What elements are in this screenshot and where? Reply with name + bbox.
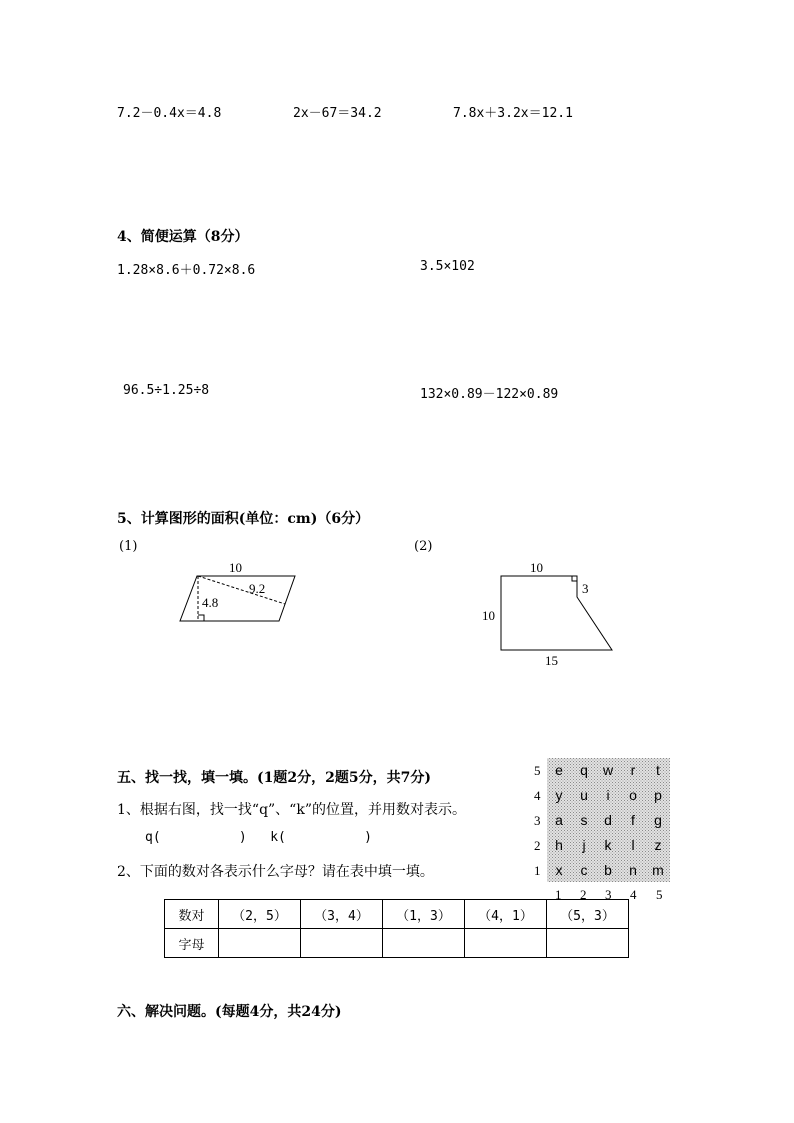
problem-4: 132×0.89－122×0.89 [420,387,559,402]
fig1-height-length: 4.8 [202,595,219,610]
pair-header-label: 数对 [165,900,219,929]
grid-row-label: 3 [534,813,541,828]
fig2-top-length: 10 [530,560,543,575]
right-angle-mark [198,615,204,621]
fig2-label: (2) [414,539,433,554]
fig1-label: (1) [119,539,138,554]
sectionfive-q2: 2、下面的数对各表示什么字母？请在表中填一填。 [117,864,434,880]
grid-letter: l [631,837,635,853]
sectionfive-q1-fill: q( ) k( ) [145,830,372,845]
fig1-top-length: 10 [229,560,242,575]
equation-3: 7.8x＋3.2x＝12.1 [453,106,573,121]
answer-cell[interactable] [383,929,465,958]
grid-letter: t [656,762,660,778]
grid-letter: r [630,762,636,778]
grid-letter: d [604,812,612,828]
fig2-left-length: 10 [482,608,495,623]
fig2-right-length: 3 [582,581,589,596]
sectionfive-title: 五、找一找，填一填。(1题2分，2题5分，共7分) [117,770,431,786]
grid-letter: s [580,812,588,828]
section5-title: 5、计算图形的面积(单位：cm)（6分） [117,511,370,527]
grid-col-label: 4 [630,887,637,902]
right-angle-mark-2 [572,576,577,581]
fig1-diagonal-length: 9.2 [249,581,266,596]
grid-letter: g [654,812,662,828]
parallelogram-figure [170,556,310,628]
grid-letter: c [580,862,588,878]
fig2-bottom-length: 15 [545,653,558,668]
answer-cell[interactable] [301,929,383,958]
trapezoid-shape [501,576,612,650]
grid-letter: w [602,762,614,778]
problem-2: 3.5×102 [420,259,475,274]
grid-letter: q [580,762,588,778]
trapezoid-figure [478,558,628,670]
grid-letter: e [555,762,563,778]
grid-row-label: 1 [534,863,541,878]
grid-letter: x [555,862,563,878]
answer-cell[interactable] [465,929,547,958]
pair-table [164,899,629,958]
grid-col-label: 1 [555,887,562,902]
problem-1: 1.28×8.6＋0.72×8.6 [117,263,256,278]
grid-letter: b [604,862,612,878]
section4-title: 4、简便运算（8分） [117,229,249,245]
section6-title: 六、解决问题。(每题4分，共24分) [117,1004,342,1020]
grid-row-label: 5 [534,763,541,778]
equation-2: 2x－67＝34.2 [293,106,382,121]
pair-cell: （4，1） [465,900,547,929]
grid-letter: y [555,787,563,803]
letter-grid [525,755,675,905]
grid-row-label: 4 [534,788,541,803]
grid-letter: i [606,787,610,803]
grid-row-label: 2 [534,838,541,853]
pair-cell: （2，5） [219,900,301,929]
problem-3: 96.5÷1.25÷8 [123,383,210,398]
grid-letter: j [582,837,586,853]
answer-cell[interactable] [547,929,629,958]
grid-letter: a [555,812,563,828]
grid-letter: n [629,862,637,878]
grid-letter: m [652,862,664,878]
pair-cell: （5，3） [547,900,629,929]
grid-letter: u [580,787,588,803]
sectionfive-q1: 1、根据右图，找一找“q”、“k”的位置，并用数对表示。 [117,802,466,818]
grid-col-label: 2 [580,887,587,902]
grid-letter: k [604,837,612,853]
grid-col-label: 5 [656,887,663,902]
answer-label: 字母 [165,929,219,958]
answer-cell[interactable] [219,929,301,958]
pair-cell: （1，3） [383,900,465,929]
grid-letter: o [629,787,637,803]
equation-1: 7.2－0.4x＝4.8 [117,106,222,121]
grid-letter: f [631,812,635,828]
grid-letter: p [654,787,662,803]
grid-letter: z [654,837,662,853]
grid-col-label: 3 [605,887,612,902]
pair-cell: （3，4） [301,900,383,929]
parallelogram-shape [180,576,295,621]
grid-letter: h [555,837,563,853]
